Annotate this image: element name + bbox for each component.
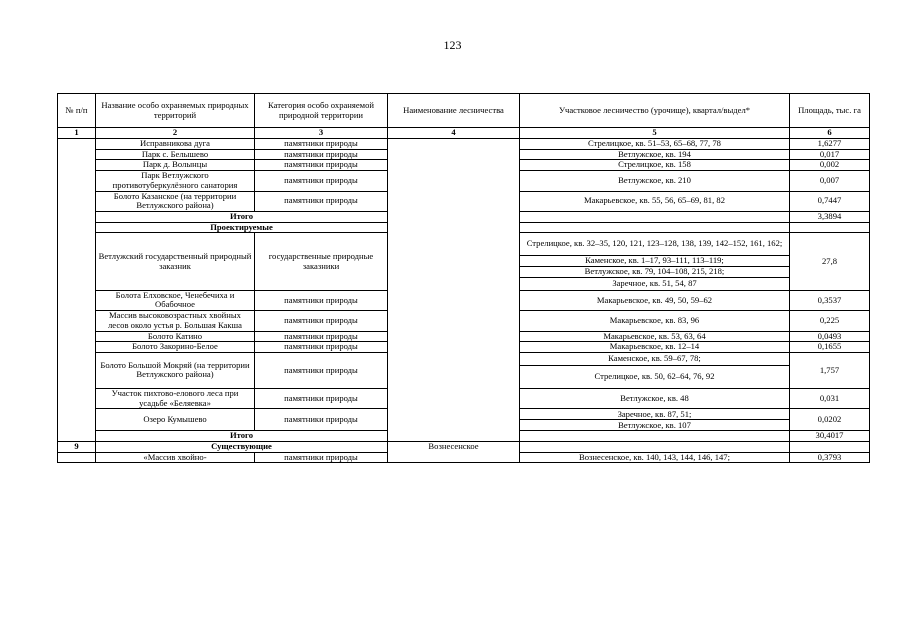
category-cell: памятники природы [255,139,388,150]
header-num: № п/п [58,94,96,128]
total-row [58,431,870,442]
forestry-cell [388,211,520,222]
num-cell [58,139,96,150]
district-cell: Вознесенское, кв. 140, 143, 144, 146, 147; [520,452,790,463]
district-cell: Стрелицкое, кв. 32–35, 120, 121, 123–128, 138, 139, 142–152, 161, 162; [520,233,790,256]
name-cell: Болото Казанское (на территории Ветлужского района) [96,191,255,211]
num-cell [58,352,96,388]
forestry-cell [388,139,520,150]
area-cell: 0,7447 [790,191,870,211]
category-cell: памятники природы [255,342,388,353]
row-number: 9 [58,442,96,453]
table-header-row [58,94,870,128]
forestry-cell [388,222,520,233]
total-row [58,211,870,222]
col-number: 2 [96,128,255,139]
category-cell: памятники природы [255,452,388,463]
table-row [58,388,870,408]
section-label: Проектируемые [96,222,388,233]
num-cell [58,331,96,342]
district-cell [520,442,790,453]
category-cell: памятники природы [255,171,388,191]
category-cell: памятники природы [255,311,388,331]
num-cell [58,342,96,353]
num-cell [58,222,96,233]
district-cell: Ветлужское, кв. 48 [520,388,790,408]
header-forestry: Наименование лесничества [388,94,520,128]
num-cell [58,191,96,211]
category-cell: памятники природы [255,149,388,160]
area-cell: 0,225 [790,311,870,331]
table-row [58,149,870,160]
num-cell [58,211,96,222]
area-cell: 1,757 [790,352,870,388]
header-category: Категория особо охраняемой природной территории [255,94,388,128]
area-cell: 27,8 [790,233,870,290]
num-cell [58,290,96,310]
area-cell: 0,0202 [790,409,870,431]
total-label: Итого [96,431,388,442]
name-cell: Болото Закорино-Белое [96,342,255,353]
name-cell: Исправникова дуга [96,139,255,150]
forestry-cell [388,149,520,160]
category-cell: памятники природы [255,290,388,310]
forestry-cell [388,342,520,353]
name-cell: Болота Елховское, Ченебечиха и Обабочное [96,290,255,310]
table-row [58,409,870,420]
forestry-cell [388,160,520,171]
area-cell: 0,031 [790,388,870,408]
forestry-cell [388,388,520,408]
total-label: Итого [96,211,388,222]
table-row [58,442,870,453]
district-cell: Стрелицкое, кв. 158 [520,160,790,171]
area-cell: 0,007 [790,171,870,191]
district-cell: Макарьевское, кв. 49, 50, 59–62 [520,290,790,310]
area-cell [790,442,870,453]
area-cell: 1,6277 [790,139,870,150]
table-row [58,452,870,463]
col-number: 1 [58,128,96,139]
forestry-cell [388,290,520,310]
total-area: 30,4017 [790,431,870,442]
page-number: 123 [443,38,462,52]
num-cell [58,388,96,408]
forestry-cell [388,352,520,388]
name-cell: Парк с. Белышево [96,149,255,160]
table-row [58,171,870,191]
table-row [58,311,870,331]
forestry-cell [388,409,520,431]
table-row [58,139,870,150]
forestry-cell [388,191,520,211]
district-cell [520,211,790,222]
category-cell: памятники природы [255,409,388,431]
table-row [58,331,870,342]
district-cell [520,222,790,233]
table-row [58,191,870,211]
col-number: 4 [388,128,520,139]
name-cell: Участок пихтово-елового леса при усадьбе «Беляевка» [96,388,255,408]
table-row [58,160,870,171]
table-row [58,290,870,310]
section-row [58,222,870,233]
table-row [58,342,870,353]
forestry-cell [388,431,520,442]
name-cell: Массив высоковозрастных хвойных лесов около устья р. Большая Какша [96,311,255,331]
num-cell [58,409,96,431]
num-cell [58,233,96,290]
forestry-cell [388,311,520,331]
col-number: 6 [790,128,870,139]
name-cell: Ветлужский государственный природный заказник [96,233,255,290]
district-cell: Макарьевское, кв. 12–14 [520,342,790,353]
header-name: Название особо охраняемых природных территорий [96,94,255,128]
forestry-cell [388,452,520,463]
area-cell: 0,017 [790,149,870,160]
table-row [58,233,870,256]
header-district: Участковое лесничество (урочище), квартал/выдел* [520,94,790,128]
name-cell: Парк Ветлужского противотуберкулёзного санатория [96,171,255,191]
num-cell [58,171,96,191]
forestry-cell: Вознесенское [388,442,520,453]
area-cell: 0,3793 [790,452,870,463]
category-cell: памятники природы [255,388,388,408]
district-cell: Заречное, кв. 87, 51; [520,409,790,420]
forestry-cell [388,331,520,342]
area-cell [790,222,870,233]
area-cell: 0,002 [790,160,870,171]
district-cell: Ветлужское, кв. 194 [520,149,790,160]
area-cell: 0,1655 [790,342,870,353]
num-cell [58,431,96,442]
category-cell: памятники природы [255,331,388,342]
district-cell: Каменское, кв. 59–67, 78; [520,352,790,365]
category-cell: памятники природы [255,191,388,211]
name-cell: Озеро Кумышево [96,409,255,431]
district-cell: Ветлужское, кв. 210 [520,171,790,191]
category-cell: государственные природные заказники [255,233,388,290]
district-cell: Ветлужское, кв. 107 [520,420,790,431]
total-area: 3,3894 [790,211,870,222]
table-row [58,352,870,365]
district-cell: Макарьевское, кв. 55, 56, 65–69, 81, 82 [520,191,790,211]
header-area: Площадь, тыс. га [790,94,870,128]
name-cell: Парк д. Волынцы [96,160,255,171]
area-cell: 0,0493 [790,331,870,342]
name-cell: «Массив хвойно- [96,452,255,463]
name-cell: Болото Большой Мокряй (на территории Ветлужского района) [96,352,255,388]
col-number: 5 [520,128,790,139]
district-cell: Ветлужское, кв. 79, 104–108, 215, 218; [520,267,790,278]
category-cell: памятники природы [255,160,388,171]
num-cell [58,311,96,331]
district-cell: Каменское, кв. 1–17, 93–111, 113–119; [520,256,790,267]
district-cell: Заречное, кв. 51, 54, 87 [520,277,790,290]
district-cell: Макарьевское, кв. 83, 96 [520,311,790,331]
column-numbers-row [58,128,870,139]
area-cell: 0,3537 [790,290,870,310]
district-cell: Макарьевское, кв. 53, 63, 64 [520,331,790,342]
category-cell: памятники природы [255,352,388,388]
name-cell: Болото Катино [96,331,255,342]
num-cell [58,160,96,171]
district-cell: Стрелицкое, кв. 51–53, 65–68, 77, 78 [520,139,790,150]
section-label: Существующие [96,442,388,453]
num-cell [58,452,96,463]
forestry-cell [388,171,520,191]
num-cell [58,149,96,160]
protected-areas-table [57,93,870,463]
district-cell [520,431,790,442]
district-cell: Стрелицкое, кв. 50, 62–64, 76, 92 [520,365,790,388]
col-number: 3 [255,128,388,139]
forestry-cell [388,233,520,290]
